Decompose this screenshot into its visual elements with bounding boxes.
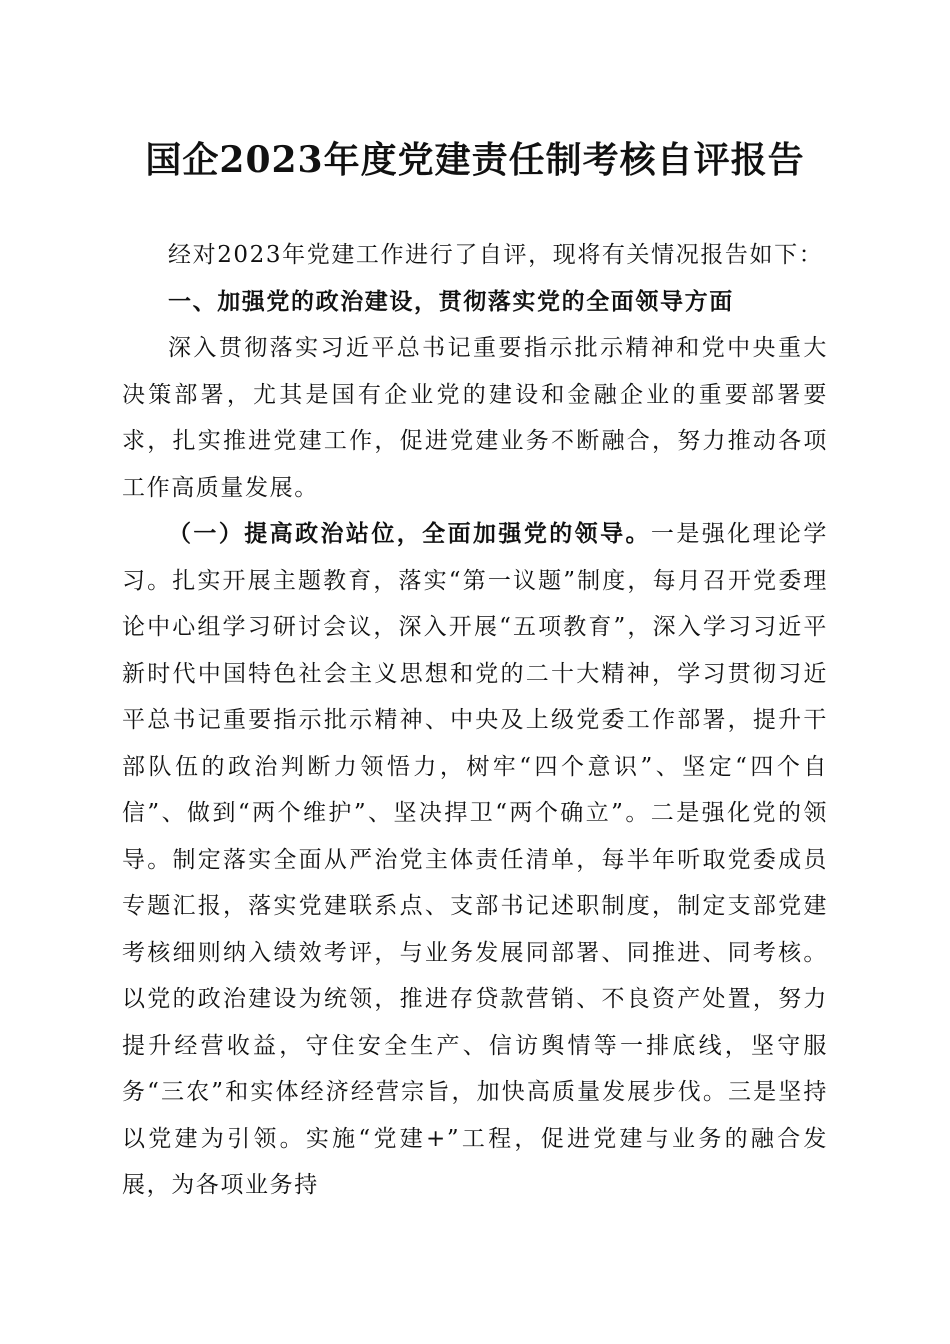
subsection-body: 一是强化理论学习。扎实开展主题教育，落实“第一议题”制度，每月召开党委理论中心组学习研讨会议，深入开展“五项教育”，深入学习习近平新时代中国特色社会主义思想和党的二十大精神，学习贯彻习近平总书记重要指示批示精神、中央及上级党委工作部署，提升干部队伍的政治判断力领悟力，树牢“四个意识”、坚定“四个自信”、做到“两个维护”、坚决捍卫“两个确立”。二是强化党的领导。制定落实全面从严治党主体责任清单，每半年听取党委成员专题汇报，落实党建联系点、支部书记述职制度，制定支部党建考核细则纳入绩效考评，与业务发展同部署、同推进、同考核。以党的政治建设为统领，推进存贷款营销、不良资产处置，努力提升经营收益，守住安全生产、信访舆情等一排底线，坚守服务“三农”和实体经济经营宗旨，加快高质量发展步伐。三是坚持以党建为引领。实施“党建+”工程，促进党建与业务的融合发展，为各项业务持 bbox=[122, 521, 829, 1198]
section-paragraph: 深入贯彻落实习近平总书记重要指示批示精神和党中央重大决策部署，尤其是国有企业党的建设和金融企业的重要部署要求，扎实推进党建工作，促进党建业务不断融合，努力推动各项工作高质量发展。 bbox=[122, 335, 828, 501]
subsection-lead: （一）提高政治站位，全面加强党的领导。 bbox=[168, 520, 651, 547]
subsection-paragraph bbox=[122, 511, 828, 1209]
document-body bbox=[122, 232, 828, 1209]
section-heading: 一、加强党的政治建设，贯彻落实党的全面领导方面 bbox=[168, 288, 734, 315]
intro-paragraph: 经对2023年党建工作进行了自评，现将有关情况报告如下： bbox=[168, 242, 824, 268]
document-title: 国企2023年度党建责任制考核自评报告 bbox=[145, 139, 805, 181]
